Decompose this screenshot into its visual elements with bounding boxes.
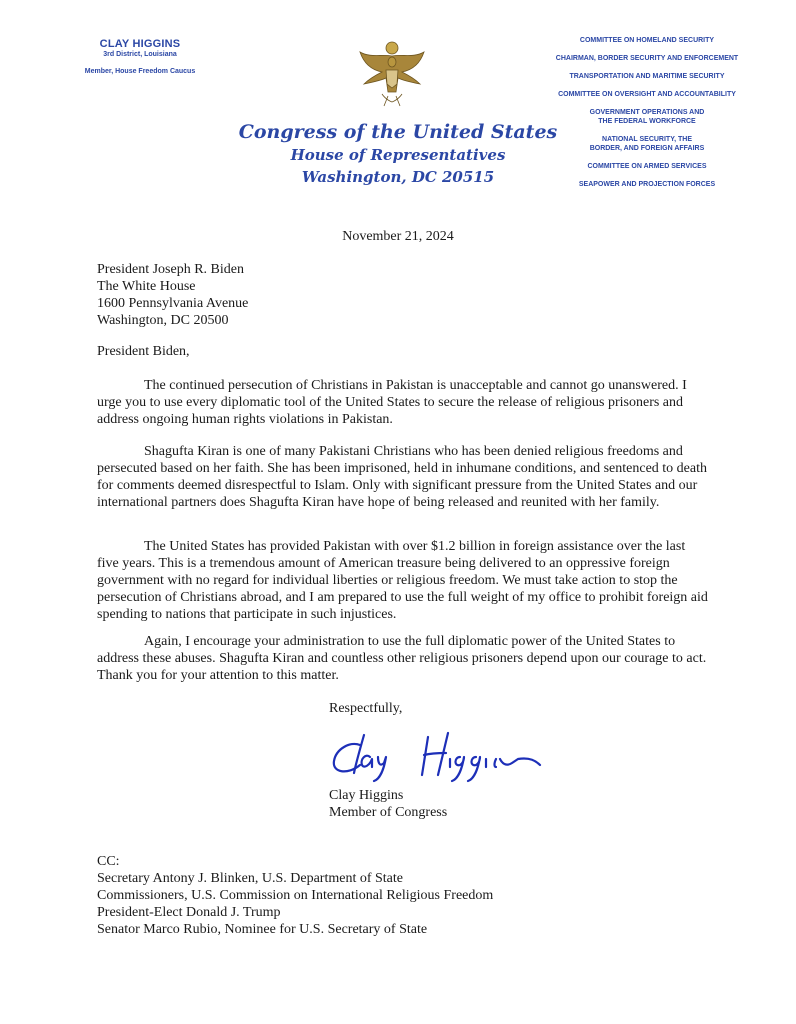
- signer-block: [329, 787, 447, 821]
- cc-block: [97, 853, 493, 938]
- closing: Respectfully,: [329, 701, 403, 716]
- address-line: The White House: [97, 279, 196, 294]
- member-district: 3rd District, Louisiana: [103, 51, 177, 58]
- address-line: Washington, DC 20500: [97, 313, 229, 328]
- letter-date: November 21, 2024: [342, 229, 454, 244]
- committee-item: COMMITTEE ON OVERSIGHT AND ACCOUNTABILITY: [558, 91, 736, 98]
- cc-label: CC:: [97, 854, 120, 869]
- recipient-address: [97, 261, 709, 329]
- committee-item: GOVERNMENT OPERATIONS AND: [589, 109, 705, 116]
- eagle-seal-icon: [352, 36, 432, 116]
- salutation: President Biden,: [97, 344, 190, 359]
- cc-item: Secretary Antony J. Blinken, U.S. Department of State: [97, 871, 403, 886]
- body-paragraph: The continued persecution of Christians in Pakistan is unacceptable and cannot go unanswered. I urge you to use every diplomatic tool of the United States to secure the release of religious prisoners and address ongoing human rights violations in Pakistan.: [97, 378, 687, 427]
- address-line: 1600 Pennsylvania Avenue: [97, 296, 249, 311]
- cc-item: Commissioners, U.S. Commission on International Religious Freedom: [97, 888, 494, 903]
- committee-item: COMMITTEE ON ARMED SERVICES: [587, 163, 707, 170]
- cc-item: President-Elect Donald J. Trump: [97, 905, 281, 920]
- committee-list: [512, 36, 782, 198]
- signer-title: Member of Congress: [329, 805, 448, 820]
- institution-line1: Congress of the United States: [238, 121, 558, 143]
- committee-item: THE FEDERAL WORKFORCE: [598, 118, 696, 125]
- institution-line3: Washington, DC 20515: [301, 168, 495, 186]
- committee-item: TRANSPORTATION AND MARITIME SECURITY: [569, 73, 725, 80]
- signature-image: [330, 723, 550, 783]
- signer-name: Clay Higgins: [329, 788, 404, 803]
- committee-item: COMMITTEE ON HOMELAND SECURITY: [579, 37, 715, 44]
- committee-item: CHAIRMAN, BORDER SECURITY AND ENFORCEMENT: [555, 55, 739, 62]
- body-paragraph: The United States has provided Pakistan with over $1.2 billion in foreign assistance over the last five years. This is a tremendous amount of American treasure being delivered to an oppressive foreign government with no regard for individual liberties or religious freedom. We must take action to stop the persecution of Christians abroad, and I am prepared to use the full weight of my office to prohibit foreign aid spending to nations that participate in such injustices.: [97, 539, 708, 622]
- body-paragraph: Shagufta Kiran is one of many Pakistani Christians who has been denied religious freedoms and persecuted based on her faith. She has been imprisoned, held in inhumane conditions, and sentenced to death for comments deemed disrespectful to Islam. Only with significant pressure from the United States and our international partners does Shagufta Kiran have hope of being released and reunited with her family.: [97, 444, 707, 510]
- committee-item: BORDER, AND FOREIGN AFFAIRS: [589, 145, 705, 152]
- member-block: [20, 38, 260, 75]
- committee-item: SEAPOWER AND PROJECTION FORCES: [578, 181, 716, 188]
- member-name: CLAY HIGGINS: [99, 38, 181, 50]
- committee-item: NATIONAL SECURITY, THE: [602, 136, 692, 143]
- body-paragraph: Again, I encourage your administration to use the full diplomatic power of the United States to address these abuses. Shagufta Kiran and countless other religious prisoners depend upon our courage to act. Thank you for your attention to this matter.: [97, 634, 707, 683]
- member-caucus: Member, House Freedom Caucus: [84, 68, 196, 75]
- cc-item: Senator Marco Rubio, Nominee for U.S. Secretary of State: [97, 922, 428, 937]
- address-line: President Joseph R. Biden: [97, 262, 244, 277]
- institution-line2: House of Representatives: [290, 146, 506, 164]
